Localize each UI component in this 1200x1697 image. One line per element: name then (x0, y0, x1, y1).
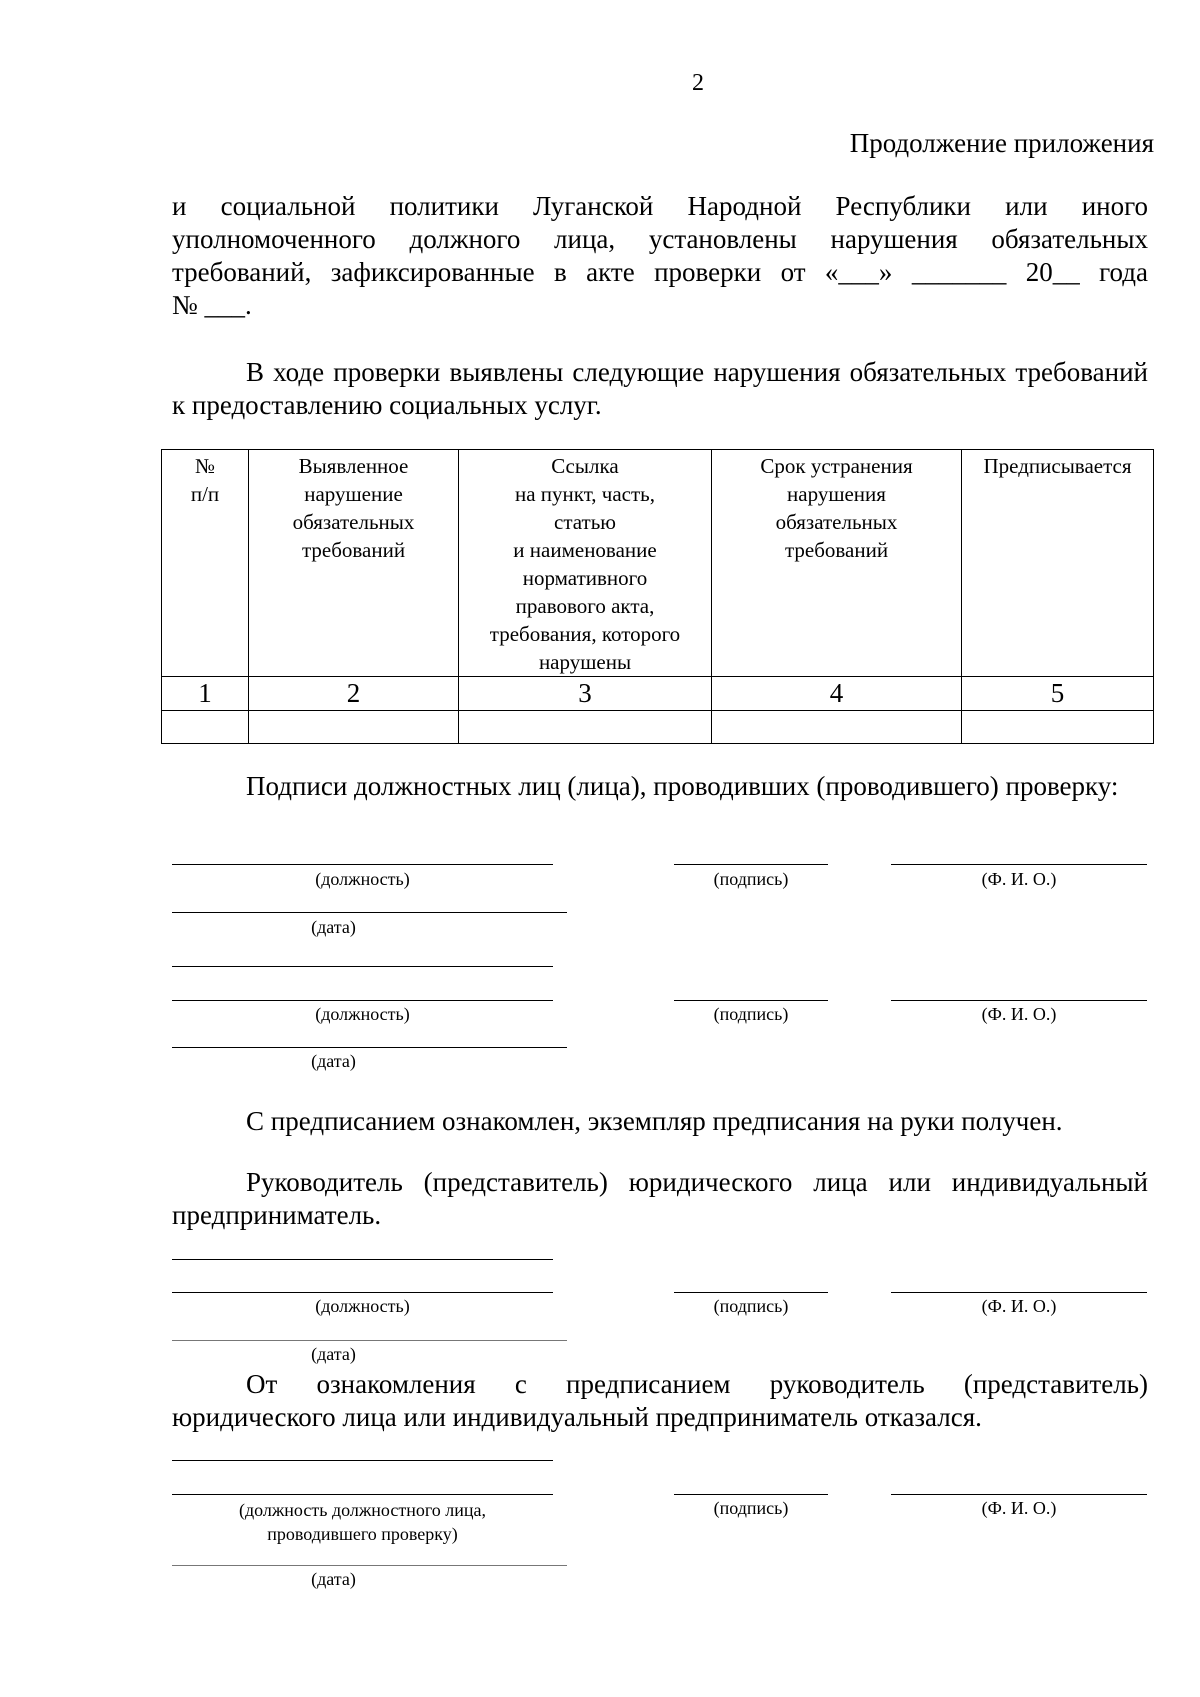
refused-paragraph: От ознакомления с предписанием руководитель (представитель) юридического лица или индивидуальный предприниматель отказался. (172, 1369, 1148, 1432)
date-caption: (дата) (311, 1344, 356, 1364)
full-name-line (891, 1292, 1147, 1293)
header-cell-violation: Выявленное нарушение обязательных требований (249, 450, 459, 677)
page-number: 2 (692, 70, 704, 96)
position-caption: (должность) (315, 1296, 410, 1316)
position-line (172, 1292, 553, 1293)
full-name-line (891, 1000, 1147, 1001)
signature-caption: (подпись) (713, 1296, 789, 1316)
intro-paragraph (172, 190, 1148, 322)
table-header-row (162, 450, 1154, 677)
blank-line (172, 1259, 553, 1260)
full-name-caption: (Ф. И. О.) (981, 1498, 1057, 1518)
date-caption: (дата) (311, 917, 356, 937)
blank-line (172, 966, 553, 967)
full-name-line (891, 1494, 1147, 1495)
position-line (172, 1000, 553, 1001)
date-line (172, 1047, 567, 1048)
column-number: 1 (162, 677, 249, 711)
table-cell (162, 711, 249, 744)
signature-line (674, 1292, 828, 1293)
intro-line: уполномоченного должного лица, установлены нарушения обязательных (172, 224, 1148, 254)
blank-line (172, 1460, 553, 1461)
position-line (172, 1494, 553, 1495)
full-name-caption: (Ф. И. О.) (981, 869, 1057, 889)
full-name-caption: (Ф. И. О.) (981, 1004, 1057, 1024)
table-row (162, 677, 1154, 711)
position-caption: (должность) (315, 1004, 410, 1024)
intro-line: № ___. (172, 290, 252, 320)
signature-line (674, 1494, 828, 1495)
header-cell-prescribed: Предписывается (962, 450, 1154, 677)
column-number: 3 (459, 677, 712, 711)
violations-table (161, 449, 1154, 744)
header-cell-number: № п/п (162, 450, 249, 677)
column-number: 4 (712, 677, 962, 711)
date-line (172, 912, 567, 913)
header-cell-deadline: Срок устранения нарушения обязательных требований (712, 450, 962, 677)
findings-paragraph: В ходе проверки выявлены следующие нарушения обязательных требований к предоставлению социальных услуг. (172, 357, 1148, 420)
signatures-intro: Подписи должностных лиц (лица), проводивших (проводившего) проверку: (246, 771, 1119, 801)
signature-caption: (подпись) (713, 1004, 789, 1024)
signature-line (674, 1000, 828, 1001)
full-name-line (891, 864, 1147, 865)
signature-caption: (подпись) (713, 1498, 789, 1518)
header-cell-reference: Ссылка на пункт, часть, статью и наименование нормативного правового акта, требования, которого нарушены (459, 450, 712, 677)
signature-caption: (подпись) (713, 869, 789, 889)
acknowledged-paragraph: С предписанием ознакомлен, экземпляр предписания на руки получен. (246, 1106, 1063, 1136)
table-cell (459, 711, 712, 744)
head-representative-paragraph: Руководитель (представитель) юридического лица или индивидуальный предприниматель. (172, 1167, 1148, 1230)
intro-line: и социальной политики Луганской Народной Республики или иного (172, 191, 1148, 221)
table-cell (249, 711, 459, 744)
continuation-label: Продолжение приложения (849, 128, 1154, 158)
table-cell (962, 711, 1154, 744)
official-position-caption: (должность должностного лица, проводившего проверку) (238, 1500, 487, 1544)
position-caption: (должность) (315, 869, 410, 889)
full-name-caption: (Ф. И. О.) (981, 1296, 1057, 1316)
date-caption: (дата) (311, 1569, 356, 1589)
date-caption: (дата) (311, 1051, 356, 1071)
column-number: 2 (249, 677, 459, 711)
intro-line: требований, зафиксированные в акте проверки от «___» _______ 20__ года (172, 257, 1148, 287)
date-line (172, 1340, 567, 1341)
signature-line (674, 864, 828, 865)
table-row (162, 711, 1154, 744)
column-number: 5 (962, 677, 1154, 711)
position-line (172, 864, 553, 865)
date-line (172, 1565, 567, 1566)
table-cell (712, 711, 962, 744)
